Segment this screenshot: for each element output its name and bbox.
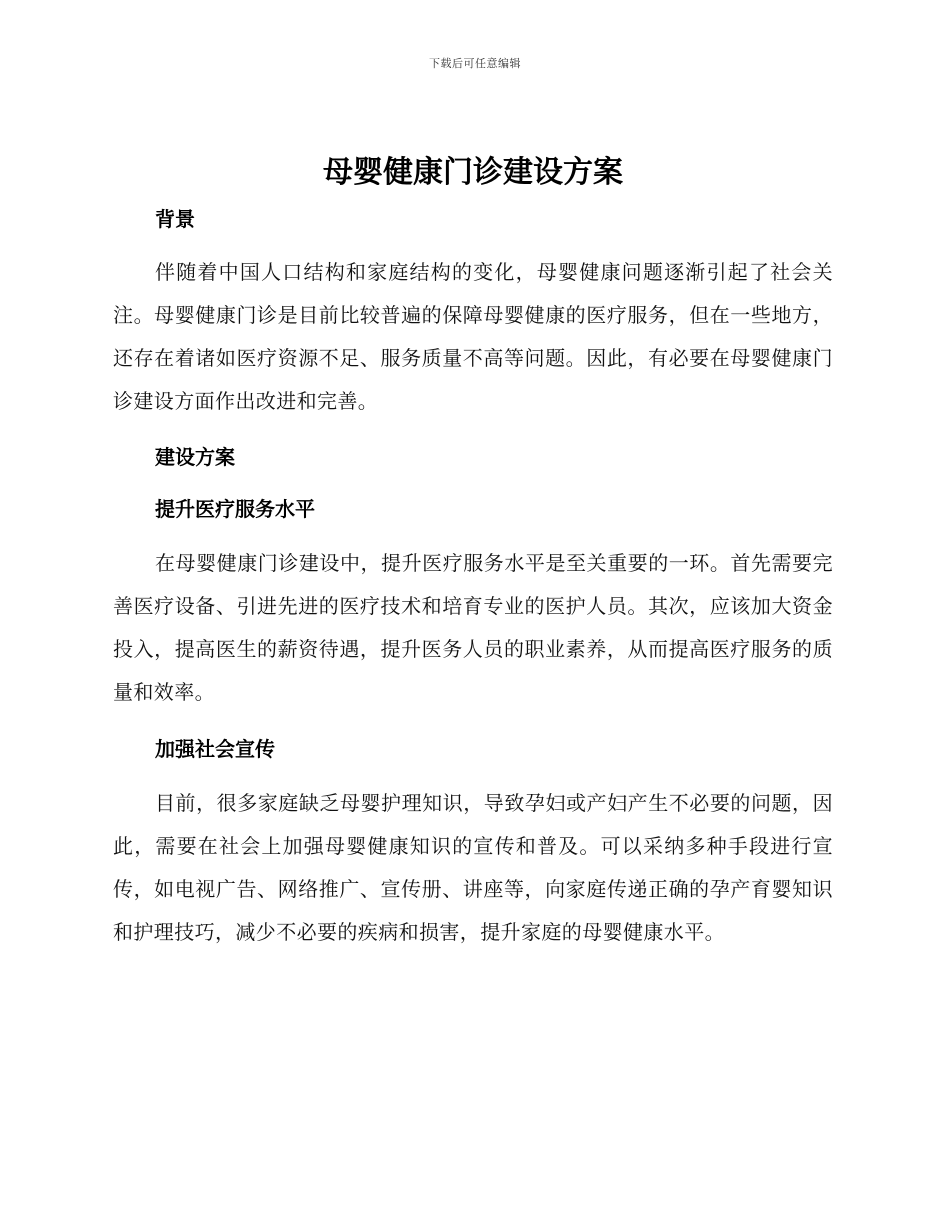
document-title: 母婴健康门诊建设方案 bbox=[323, 155, 623, 190]
header-note: 下载后可任意编辑 bbox=[429, 57, 521, 70]
document-body bbox=[113, 150, 833, 954]
section-paragraph-background: 伴随着中国人口结构和家庭结构的变化，母婴健康问题逐渐引起了社会关注。母婴健康门诊是目前比较普遍的保障母婴健康的医疗服务，但在一些地方，还存在着诸如医疗资源不足、服务质量不高等问题。因此，有必要在母婴健康门诊建设方面作出改进和完善。 bbox=[113, 260, 833, 413]
section-heading-background: 背景 bbox=[155, 207, 195, 231]
section-heading-improve-service: 提升医疗服务水平 bbox=[155, 497, 315, 521]
section-paragraph-social-publicity: 目前，很多家庭缺乏母婴护理知识，导致孕妇或产妇产生不必要的问题，因此，需要在社会上加强母婴健康知识的宣传和普及。可以采纳多种手段进行宣传，如电视广告、网络推广、宣传册、讲座等，向家庭传递正确的孕产育婴知识和护理技巧，减少不必要的疾病和损害，提升家庭的母婴健康水平。 bbox=[113, 791, 833, 944]
section-heading-social-publicity: 加强社会宣传 bbox=[155, 737, 275, 761]
section-heading-construction-plan: 建设方案 bbox=[155, 445, 235, 469]
section-paragraph-improve-service: 在母婴健康门诊建设中，提升医疗服务水平是至关重要的一环。首先需要完善医疗设备、引进先进的医疗技术和培育专业的医护人员。其次，应该加大资金投入，提高医生的薪资待遇，提升医务人员的职业素养，从而提高医疗服务的质量和效率。 bbox=[113, 551, 833, 704]
